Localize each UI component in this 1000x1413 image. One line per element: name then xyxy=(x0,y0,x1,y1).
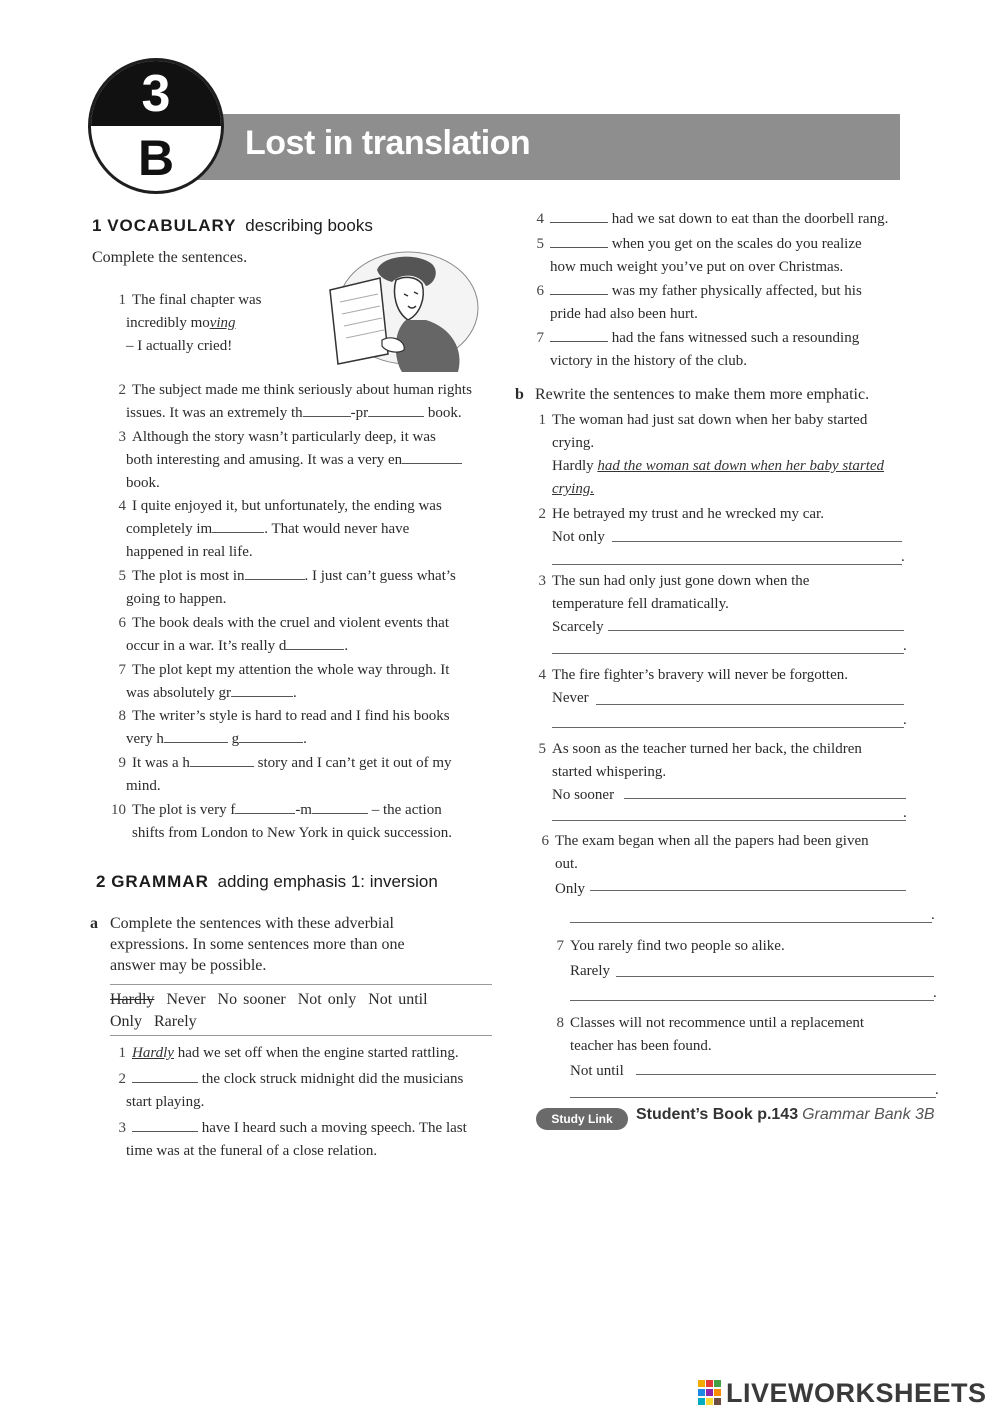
grammar-b-item-5: 5 As soon as the teacher turned her back, the children started whispering. No sooner xyxy=(538,741,862,803)
vocab-number: 1 xyxy=(92,216,103,235)
word-box-row-1: Hardly Never No sooner Not only Not until xyxy=(110,991,428,1008)
grammar-b-item-7: 7 You rarely find two people so alike. Rarely xyxy=(556,938,785,979)
grammar-b-item-4: 4 The fire fighter’s bravery will never be forgotten. Never xyxy=(538,667,849,706)
vocab-item-6: 6 The book deals with the cruel and violent events that occur in a war. It’s really d . xyxy=(118,615,449,654)
vocab-item-1-answer: ving xyxy=(209,315,236,331)
vocab-heading-label: VOCABULARY xyxy=(107,216,237,235)
grammar-a-item-7: 7 had the fans witnessed such a resounding victory in the history of the club. xyxy=(528,327,859,373)
vocab-item-9: 9 It was a h story and I can’t get it out of my mind. xyxy=(110,752,452,798)
watermark-text: LIVEWORKSHEETS xyxy=(726,1378,987,1408)
unit-number: 3 xyxy=(91,61,221,123)
grammar-b-item-6: 6 The exam began when all the papers had been given out. Only xyxy=(541,833,869,897)
vocab-item-7: 7 The plot kept my attention the whole way through. It was absolutely gr . xyxy=(118,662,450,701)
vocab-subheading: describing books xyxy=(245,216,373,235)
unit-badge xyxy=(88,58,224,194)
reading-woman-illustration xyxy=(322,250,482,375)
liveworksheets-logo-icon xyxy=(698,1380,722,1406)
vocab-item-5: 5 The plot is most in . I just can’t guess what’s going to happen. xyxy=(110,565,456,611)
vocab-heading xyxy=(92,216,373,236)
grammar-heading xyxy=(96,872,438,892)
study-link-badge: Study Link xyxy=(536,1108,628,1130)
word-box xyxy=(110,984,492,1036)
grammar-a-instruction: a Complete the sentences with these adverbial expressions. In some sentences more than one answer may be possible. xyxy=(90,915,405,974)
grammar-a-item-4: 4 had we sat down to eat than the doorbell rang. xyxy=(528,208,888,231)
vocab-instruction: Complete the sentences. xyxy=(92,249,248,266)
grammar-heading-label: GRAMMAR xyxy=(111,872,209,891)
unit-letter: B xyxy=(91,123,221,194)
grammar-subheading: adding emphasis 1: inversion xyxy=(217,872,438,891)
vocab-item-2: 2 The subject made me think seriously about human rights issues. It was an extremely th -pr book. xyxy=(118,382,472,421)
vocab-item-4: 4 I quite enjoyed it, but unfortunately, the ending was completely im . That would never have happened in real life. xyxy=(118,498,442,560)
grammar-a-item-6: 6 was my father physically affected, but his pride had also been hurt. xyxy=(528,280,862,326)
study-link-reference: Student’s Book p.143 Grammar Bank 3B xyxy=(636,1106,935,1123)
grammar-b-item-8: 8 Classes will not recommence until a replacement teacher has been found. Not until xyxy=(556,1015,865,1079)
grammar-a-item-2: 2 the clock struck midnight did the musicians start playing. xyxy=(110,1068,463,1114)
word-box-row-2: Only Rarely xyxy=(110,1013,197,1030)
vocab-item-3: 3 Although the story wasn’t particularly deep, it was both interesting and amusing. It was a very en book. xyxy=(110,426,462,495)
page-title: Lost in translation xyxy=(245,124,531,162)
grammar-number: 2 xyxy=(96,872,107,891)
vocab-item-8: 8 The writer’s style is hard to read and I find his books very h g . xyxy=(118,708,450,747)
grammar-a-item-3: 3 have I heard such a moving speech. The last time was at the funeral of a close relation. xyxy=(110,1117,467,1163)
title-bar xyxy=(150,114,900,180)
grammar-b-item-1: 1 The woman had just sat down when her baby started crying. Hardly had the woman sat down when her baby started crying. xyxy=(538,412,885,497)
grammar-a-item-1: 1 Hardly had we set off when the engine started rattling. xyxy=(118,1045,459,1061)
vocab-item-1: 1 The final chapter was incredibly moving – I actually cried! xyxy=(118,292,262,354)
grammar-b-instruction: b Rewrite the sentences to make them more emphatic. xyxy=(515,386,870,403)
grammar-a-item-5: 5 when you get on the scales do you realize how much weight you’ve put on over Christmas. xyxy=(528,233,862,279)
grammar-b-item-2: 2 He betrayed my trust and he wrecked my car. Not only xyxy=(538,506,824,545)
grammar-b-item-3: 3 The sun had only just gone down when the temperature fell dramatically. Scarcely xyxy=(538,573,810,635)
vocab-item-10: 10 The plot is very f -m – the action shifts from London to New York in quick succession. xyxy=(104,799,452,845)
